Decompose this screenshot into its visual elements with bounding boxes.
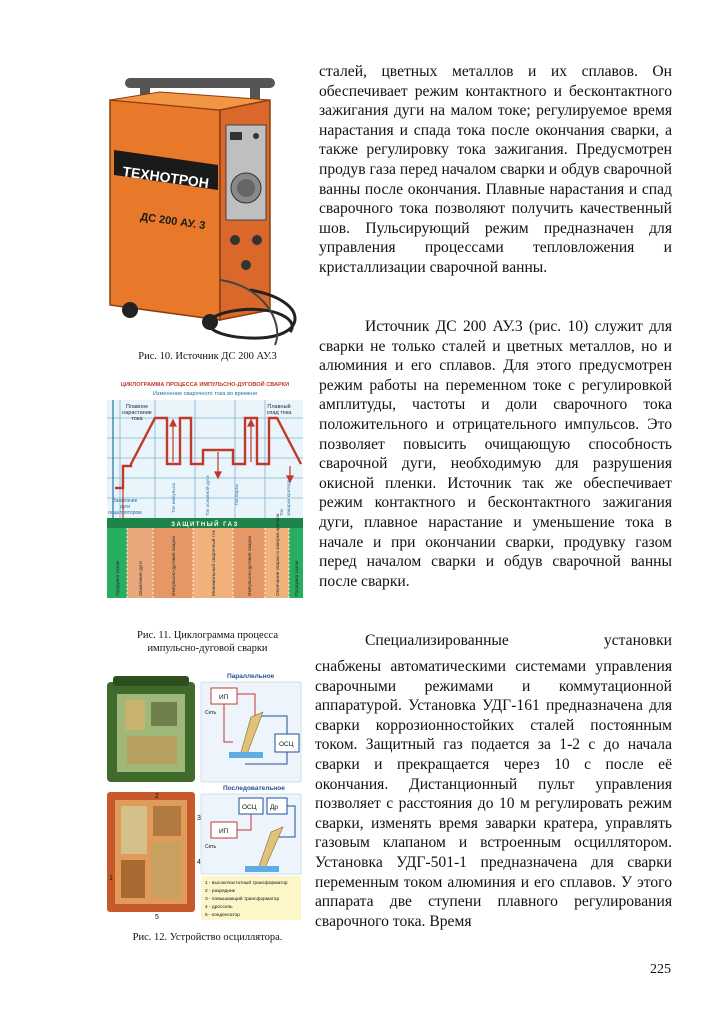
figure-11-fall-label-2: спад тока: [266, 410, 292, 416]
figure-11-stage-1: Продувка газом: [116, 561, 121, 596]
figure-11-stage-2: Зажигание дуги: [139, 561, 144, 596]
figure-11-fall-label-1: Плавный: [267, 404, 291, 410]
figure-11-base-current-label: Ток основной дуги: [206, 475, 211, 516]
paragraph-2: Источник ДС 200 АУ.3 (рис. 10) служит для сварки не только сталей и цветных металлов, но и алюминия и его сплавов. Для этого предусмотрен режим работы на переменном токе с регулировкой амплитуды, частоты и доли сварочного тока положительного и отрицательного импульсов. Это позволяет повысить очищающую способность сварочной дуги, необходимую для разрушения окисной пленки. Источник так же обеспечивает режим контактного и бесконтактного зажигания дуги, плавное нарастание и уменьшение тока в начале и при окончании сварки, продувку газом перед началом сварки и обдув сварочной ванны после сварки.: [319, 318, 672, 590]
paragraph-3-first-line: [319, 631, 672, 651]
figure-12-parallel-ip: ИП: [219, 694, 229, 701]
figure-11-subtitle: Изменение сварочного тока во времени: [152, 391, 258, 397]
figure-12-num-2: 2: [155, 793, 159, 800]
figure-11-ignition-label-1: Зажигание: [112, 498, 138, 504]
figure-12-serial-osc: ОСЦ: [242, 804, 257, 811]
figure-11-crater-label-2: заварки кратера: [287, 479, 292, 516]
figure-11-caption: [100, 629, 315, 655]
figure-11-rise-label-2: нарастание: [122, 410, 152, 416]
figure-10-model-text: ДС 200 АУ. 3: [139, 211, 207, 233]
figure-12-serial-dr: Др: [270, 804, 279, 811]
figure-12-parallel-set: Сеть: [205, 710, 217, 716]
figure-11-caption-line-2: импульсно-дуговой сварки: [147, 643, 268, 654]
figure-10-brand-text: ТЕХНОТРОН: [121, 163, 210, 192]
figure-11-ignition-label-3: осциллятором: [108, 510, 142, 516]
figure-11-caption-line-1: Рис. 11. Циклограмма процесса: [136, 630, 278, 641]
paragraph-3-first-line-word: установки: [603, 632, 672, 649]
figure-12-num-5: 5: [155, 914, 159, 921]
figure-11-stage-3: Импульсно-дуговая сварка: [172, 536, 177, 596]
figure-12-oscillator: [105, 672, 305, 922]
page-number: 225: [650, 962, 671, 977]
figure-11-stage-4: Минимальный сварочный ток: [212, 530, 217, 596]
figure-12-serial-title: Последовательное: [223, 785, 285, 792]
figure-12-num-1: 1: [109, 875, 113, 882]
figure-11-ignition-label-2: дуги: [119, 504, 131, 510]
figure-12-legend-5: 5 - конденсатор: [205, 913, 240, 918]
figure-12-num-3: 3: [197, 815, 201, 822]
figure-11-stage-5: Импульсно-дуговая сварка: [248, 536, 253, 596]
figure-11-rise-label-1: Плавное: [125, 404, 149, 410]
figure-12-legend-3: 3 - повышающий трансформатор: [205, 897, 280, 902]
figure-12-caption: Рис. 12. Устройство осциллятора.: [132, 932, 283, 943]
paragraph-3-body: снабжены автоматическими системами управления сварочными режимами и коммутационной аппаратурой. Установка УДГ-161 предназначена для сварки коррозионностойких сталей постоянным током. Защитный газ подается за 1-2 с до начала сварки и прекращается через 10 с после её окончания. Дистанционный пульт управления позволяет с расстояния до 10 м регулировать режим сварки, изменять время заварки кратера, управлять газовым клапаном и встроенным осциллятором. Установка УДГ-501-1 предназначена для сварки переменным током алюминия и его сплавов. У этого аппарата две ступени плавного регулирования сварочного тока. Время: [315, 658, 672, 930]
figure-10-caption: Рис. 10. Источник ДС 200 АУ.3: [138, 351, 277, 362]
figure-12-legend-1: 1 - высокочастотный трансформатор: [205, 881, 288, 886]
figure-11-title: ЦИКЛОГРАММА ПРОЦЕССА ИМПУЛЬСНО-ДУГОВОЙ СВАРКИ: [120, 382, 290, 388]
paragraph-1: сталей, цветных металлов и их сплавов. Он обеспечивает режим контактного и бесконтактного зажигания дуги на малом токе; регулируемое время нарастания и спада тока после окончания сварки, а также регулировку тока зажигания. Предусмотрен продув газа перед началом сварки и обдув сварочной ванны после окончания. Плавные нарастания и спад сварочного тока позволяют получить качественный шов. Пульсирующий режим предназначен для управления процессами тепловложения и кристаллизации сварочной ванны.: [319, 63, 672, 276]
figure-11-rise-label-3: тока: [131, 416, 143, 422]
paragraph-3: [319, 631, 672, 651]
figure-11-stage-7: Продувка газом: [295, 561, 300, 596]
figure-12-serial-set: Сеть: [205, 844, 217, 850]
figure-10-welding-source-image: [100, 70, 315, 350]
figure-11-crater-label-1: Ток: [280, 508, 285, 516]
paragraph-3-first-line-word: Специализированные: [365, 632, 509, 649]
figure-11-pause-label: Ток паузы: [235, 484, 240, 506]
figure-12-serial-ip: ИП: [219, 828, 229, 835]
figure-12-num-4: 4: [197, 859, 201, 866]
figure-12-parallel-osc: ОСЦ: [279, 741, 294, 748]
figure-11-stage-6: Окончание сварки и заварка кратера: [276, 513, 281, 596]
figure-11-pulse-current-label: Ток импульса: [172, 483, 177, 513]
figure-11-cyclogram: [105, 378, 305, 600]
figure-11-gas-band: ЗАЩИТНЫЙ ГАЗ: [171, 522, 239, 528]
figure-12-legend-2: 2 - разрядник: [205, 889, 235, 894]
figure-12-parallel-title: Параллельное: [227, 673, 275, 680]
figure-12-legend-4: 4 - дроссель: [205, 905, 233, 910]
